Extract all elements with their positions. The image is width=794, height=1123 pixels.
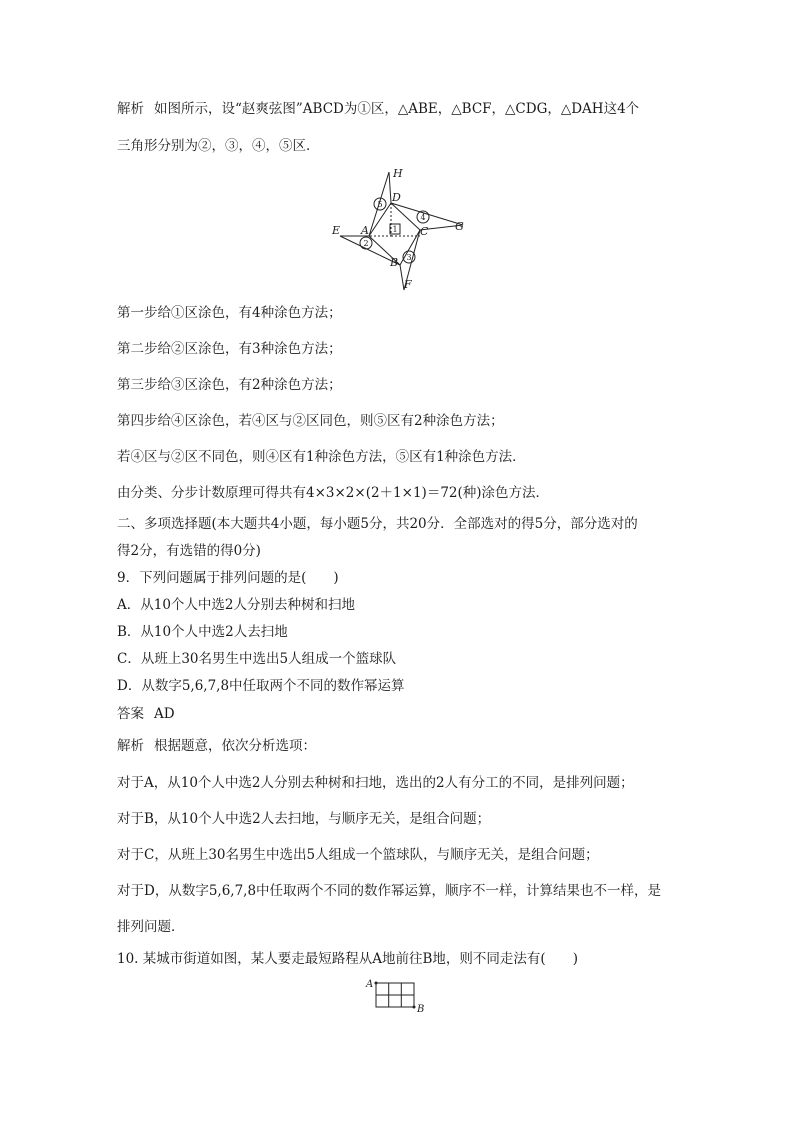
analysis-paragraph-1 — [117, 99, 639, 119]
question-9-analysis — [117, 736, 316, 756]
step-5: 若④区与②区不同色，则④区有1种涂色方法，⑤区有1种涂色方法． — [117, 449, 526, 465]
label-a: A — [361, 224, 369, 237]
region-2-num: 2 — [363, 239, 369, 248]
label-e: E — [332, 224, 341, 237]
grid-label-b: B — [417, 1004, 425, 1015]
label-d: D — [392, 191, 401, 204]
question-9-detail-c: 对于C，从班上30名男生中选出5人组成一个篮球队，与顺序无关，是组合问题； — [117, 847, 599, 863]
question-9-answer — [117, 704, 175, 724]
section-heading-line-2: 得2分，有选错的得0分) — [117, 543, 261, 559]
region-1-num: 1 — [392, 225, 398, 234]
section-heading-line-1: 二、多项选择题(本大题共4小题，每小题5分，共20分．全部选对的得5分，部分选对的 — [117, 516, 638, 532]
street-grid-diagram — [360, 975, 430, 1015]
label-g: G — [455, 220, 464, 233]
step-3: 第三步给③区涂色，有2种涂色方法； — [117, 377, 342, 393]
answer-value: AD — [154, 706, 175, 722]
region-3-num: 3 — [406, 253, 412, 262]
grid-label-a: A — [366, 979, 374, 990]
question-9-detail-d: 对于D，从数字5,6,7,8中任取两个不同的数作幂运算，顺序不一样，计算结果也不一样，是 — [117, 883, 662, 899]
question-9-detail-a: 对于A，从10个人中选2人分别去种树和扫地，选出的2人有分工的不同，是排列问题； — [117, 775, 634, 791]
step-4: 第四步给④区涂色，若④区与②区同色，则⑤区有2种涂色方法； — [117, 413, 504, 429]
question-9-option-c: C．从班上30名男生中选出5人组成一个篮球队 — [117, 651, 397, 667]
analysis-text: 根据题意，依次分析选项： — [154, 738, 316, 754]
step-2: 第二步给②区涂色，有3种涂色方法； — [117, 341, 342, 357]
label-h: H — [393, 167, 403, 180]
analysis-text: 如图所示，设“赵爽弦图”ABCD为①区，△ABE，△BCF，△CDG，△DAH这4个 — [154, 101, 640, 117]
label-f: F — [404, 278, 412, 291]
question-9-detail-d-cont: 排列问题． — [117, 919, 185, 935]
question-9-detail-b: 对于B，从10个人中选2人去扫地，与顺序无关，是组合问题； — [117, 811, 491, 827]
step-1: 第一步给①区涂色，有4种涂色方法； — [117, 305, 342, 321]
question-9-stem: 9．下列问题属于排列问题的是( ) — [117, 570, 339, 586]
analysis-paragraph-2: 三角形分别为②，③，④，⑤区． — [117, 138, 320, 154]
answer-label: 答案 — [117, 706, 144, 722]
question-9-option-a: A．从10个人中选2人分别去种树和扫地 — [117, 597, 356, 613]
analysis-label: 解析 — [117, 738, 144, 754]
question-10-stem: 10. 某城市街道如图，某人要走最短路程从A地前往B地，则不同走法有( ) — [117, 951, 578, 967]
zhao-shuang-diagram — [325, 163, 470, 293]
question-9-option-d: D．从数字5,6,7,8中任取两个不同的数作幂运算 — [117, 678, 405, 694]
label-b: B — [390, 256, 399, 269]
label-c: C — [420, 225, 429, 238]
question-9-option-b: B．从10个人中选2人去扫地 — [117, 624, 288, 640]
step-6: 由分类、分步计数原理可得共有4×3×2×(2＋1×1)＝72(种)涂色方法． — [117, 485, 550, 501]
region-5-num: 5 — [377, 200, 383, 209]
analysis-label: 解析 — [117, 101, 144, 117]
region-4-num: 4 — [420, 213, 426, 222]
